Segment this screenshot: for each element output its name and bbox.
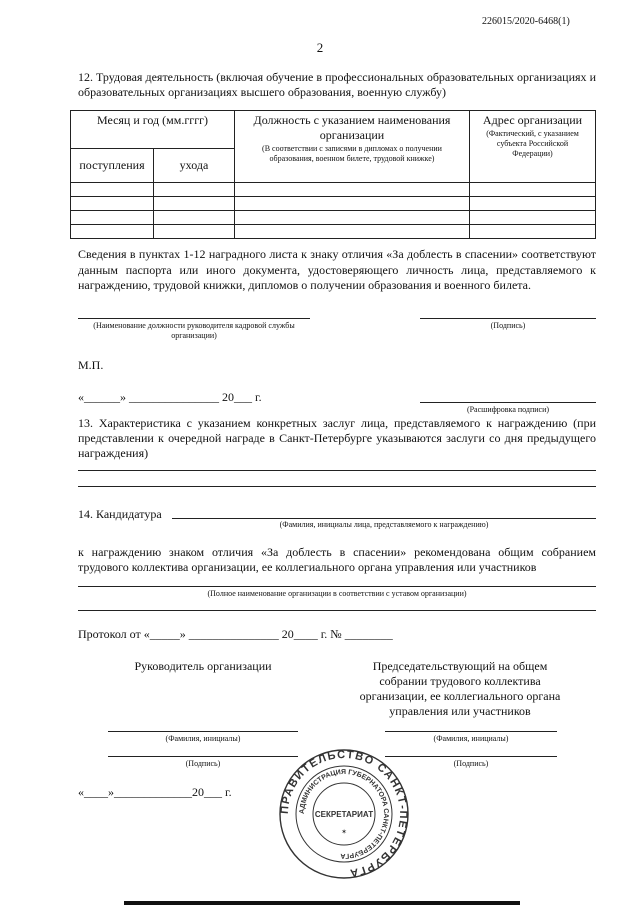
chair-sign-line	[385, 756, 557, 757]
col-month-year-title: Месяц и год (мм.гггг)	[96, 113, 209, 127]
org-name-caption: (Полное наименование организации в соответствии с уставом организации)	[207, 589, 467, 598]
head-sign-line	[108, 756, 298, 757]
employment-table	[70, 110, 596, 239]
section-14-label: 14. Кандидатура	[78, 507, 162, 521]
table-row	[71, 183, 596, 197]
seal-place: М.П.	[78, 358, 104, 372]
decryption-line	[420, 402, 596, 403]
page-number: 2	[316, 40, 324, 55]
chair-name-line	[385, 731, 557, 732]
protocol-line: Протокол от «_____» _______________ 20____ г. № ________	[78, 627, 393, 641]
document-number: 226015/2020-6468(1)	[482, 16, 570, 27]
hr-signature-line	[420, 318, 596, 319]
chair-name-caption: (Фамилия, инициалы)	[433, 734, 509, 743]
hr-signature-caption: (Подпись)	[490, 321, 526, 330]
table-row	[71, 197, 596, 211]
recommendation-text: к награждению знаком отличия «За доблесть в спасении» рекомендована общим собранием трудового коллектива организации, ее коллегиального органа управления или участников	[78, 545, 596, 574]
stamp-outer-text: ПРАВИТЕЛЬСТВО САНКТ-ПЕТЕРБУРГА	[278, 748, 410, 879]
candidate-caption: (Фамилия, инициалы лица, представляемого к награждению)	[279, 520, 489, 529]
section-13-text: 13. Характеристика с указанием конкретных заслуг лица, представляемого к награждению (при представлении к очередной награде в Санкт-Петербурге указываются заслуги со дня предыдущего награждения)	[78, 416, 596, 460]
org-name-line-2	[78, 610, 596, 611]
head-title: Руководитель организации	[134, 659, 272, 673]
section-12-heading: 12. Трудовая деятельность (включая обучение в профессиональных образовательных организациях и образовательных организациях высшего образования, военную службу)	[78, 70, 596, 99]
star-icon: ✶	[341, 828, 347, 836]
org-name-line-1	[78, 586, 596, 587]
secretariat-stamp	[278, 748, 410, 880]
candidate-line	[172, 518, 596, 519]
signature-date: «____»_____________20___ г.	[78, 785, 232, 799]
table-row	[71, 211, 596, 225]
confirmation-text: Сведения в пунктах 1-12 наградного листа к знаку отличия «За доблесть в спасении» соответствуют данным паспорта или иного документа, удостоверяющего личность лица, представляемого к награждению, трудовой книжки, дипломов о получении образования и военного билета.	[78, 247, 596, 292]
table-row	[71, 225, 596, 239]
head-name-caption: (Фамилия, инициалы)	[165, 734, 241, 743]
col-address-title: Адрес организации	[482, 113, 583, 127]
col-position-title: Должность с указанием наименования организации	[253, 113, 451, 142]
stamp-center-text: СЕКРЕТАРИАТ	[314, 810, 374, 819]
scan-edge-bar	[124, 901, 520, 905]
hr-position-line	[78, 318, 310, 319]
col-position-note: (В соответствии с записями в дипломах о получении образования, военном билете, трудовой книжке)	[262, 144, 442, 163]
confirmation-date: «______» _______________ 20___ г.	[78, 390, 262, 404]
characteristic-line-2	[78, 486, 596, 487]
chair-sign-caption: (Подпись)	[453, 759, 489, 768]
col-end: ухода	[179, 158, 209, 172]
hr-position-caption: (Наименование должности руководителя кадровой службы организации)	[93, 321, 295, 340]
chair-title: Председательствующий на общем собрании трудового коллектива организации, ее коллегиального органа управления или участников	[359, 659, 561, 718]
col-address-note: (Фактический, с указанием субъекта Российской Федерации)	[486, 129, 579, 158]
head-sign-caption: (Подпись)	[185, 759, 221, 768]
stamp-inner-text: АДМИНИСТРАЦИЯ ГУБЕРНАТОРА САНКТ-ПЕТЕРБУРГА	[298, 768, 390, 860]
col-start: поступления	[79, 158, 145, 172]
decryption-caption: (Расшифровка подписи)	[466, 405, 550, 414]
characteristic-line-1	[78, 470, 596, 471]
head-name-line	[108, 731, 298, 732]
